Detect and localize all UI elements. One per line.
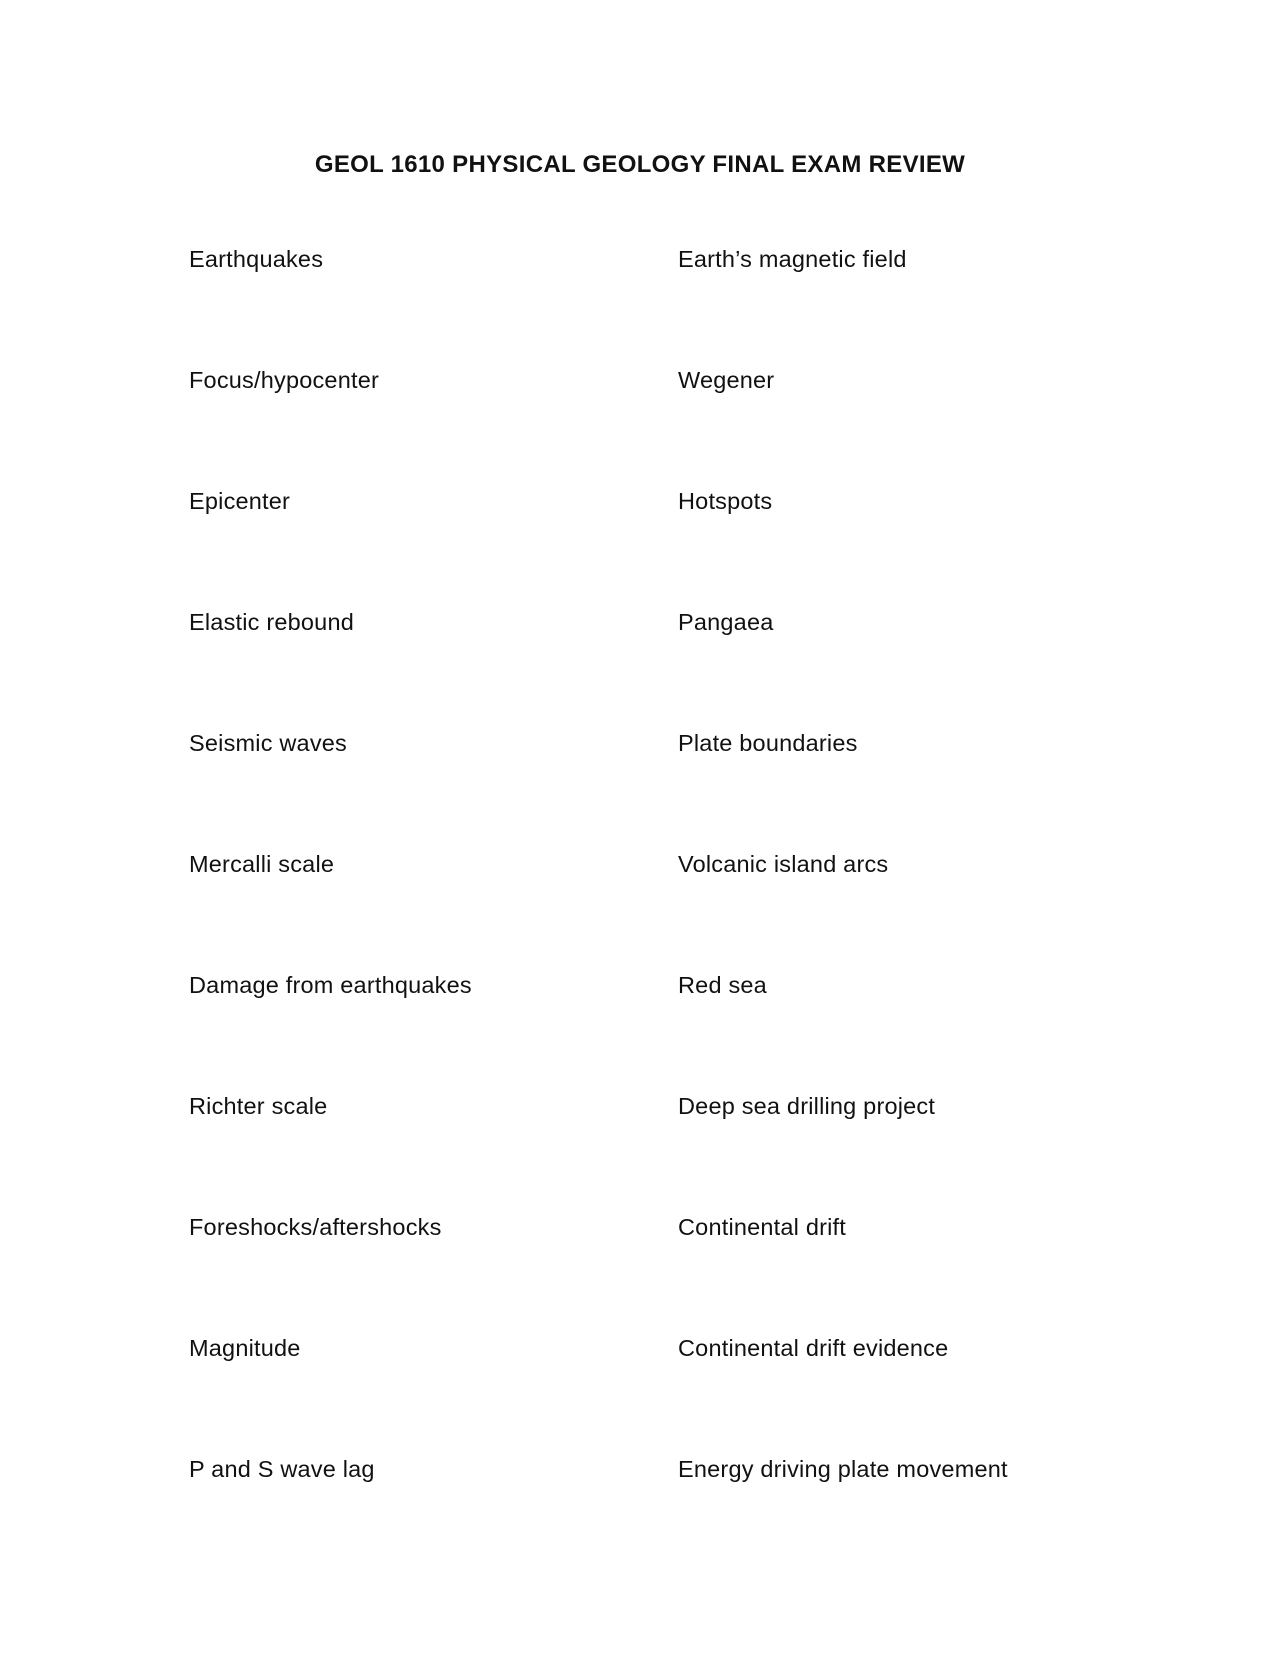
term-right-2: Wegener — [678, 367, 775, 393]
term-left-1: Earthquakes — [189, 246, 324, 272]
term-right-10: Continental drift evidence — [678, 1335, 949, 1361]
term-right-1: Earth’s magnetic field — [678, 246, 907, 272]
term-left-2: Focus/hypocenter — [189, 367, 379, 393]
term-left-3: Epicenter — [189, 488, 291, 514]
term-right-4: Pangaea — [678, 609, 774, 635]
page-title: GEOL 1610 PHYSICAL GEOLOGY FINAL EXAM REVIEW — [314, 151, 966, 178]
term-right-7: Red sea — [678, 972, 767, 998]
term-right-8: Deep sea drilling project — [678, 1093, 936, 1119]
term-left-11: P and S wave lag — [189, 1456, 375, 1482]
term-left-8: Richter scale — [189, 1093, 328, 1119]
term-left-5: Seismic waves — [189, 730, 348, 756]
term-right-5: Plate boundaries — [678, 730, 858, 756]
term-left-6: Mercalli scale — [189, 851, 335, 877]
term-left-9: Foreshocks/aftershocks — [189, 1214, 442, 1240]
term-right-6: Volcanic island arcs — [678, 851, 889, 877]
term-right-3: Hotspots — [678, 488, 773, 514]
term-left-10: Magnitude — [189, 1335, 301, 1361]
term-left-7: Damage from earthquakes — [189, 972, 472, 998]
term-right-9: Continental drift — [678, 1214, 846, 1240]
term-right-11: Energy driving plate movement — [678, 1456, 1008, 1482]
term-left-4: Elastic rebound — [189, 609, 354, 635]
